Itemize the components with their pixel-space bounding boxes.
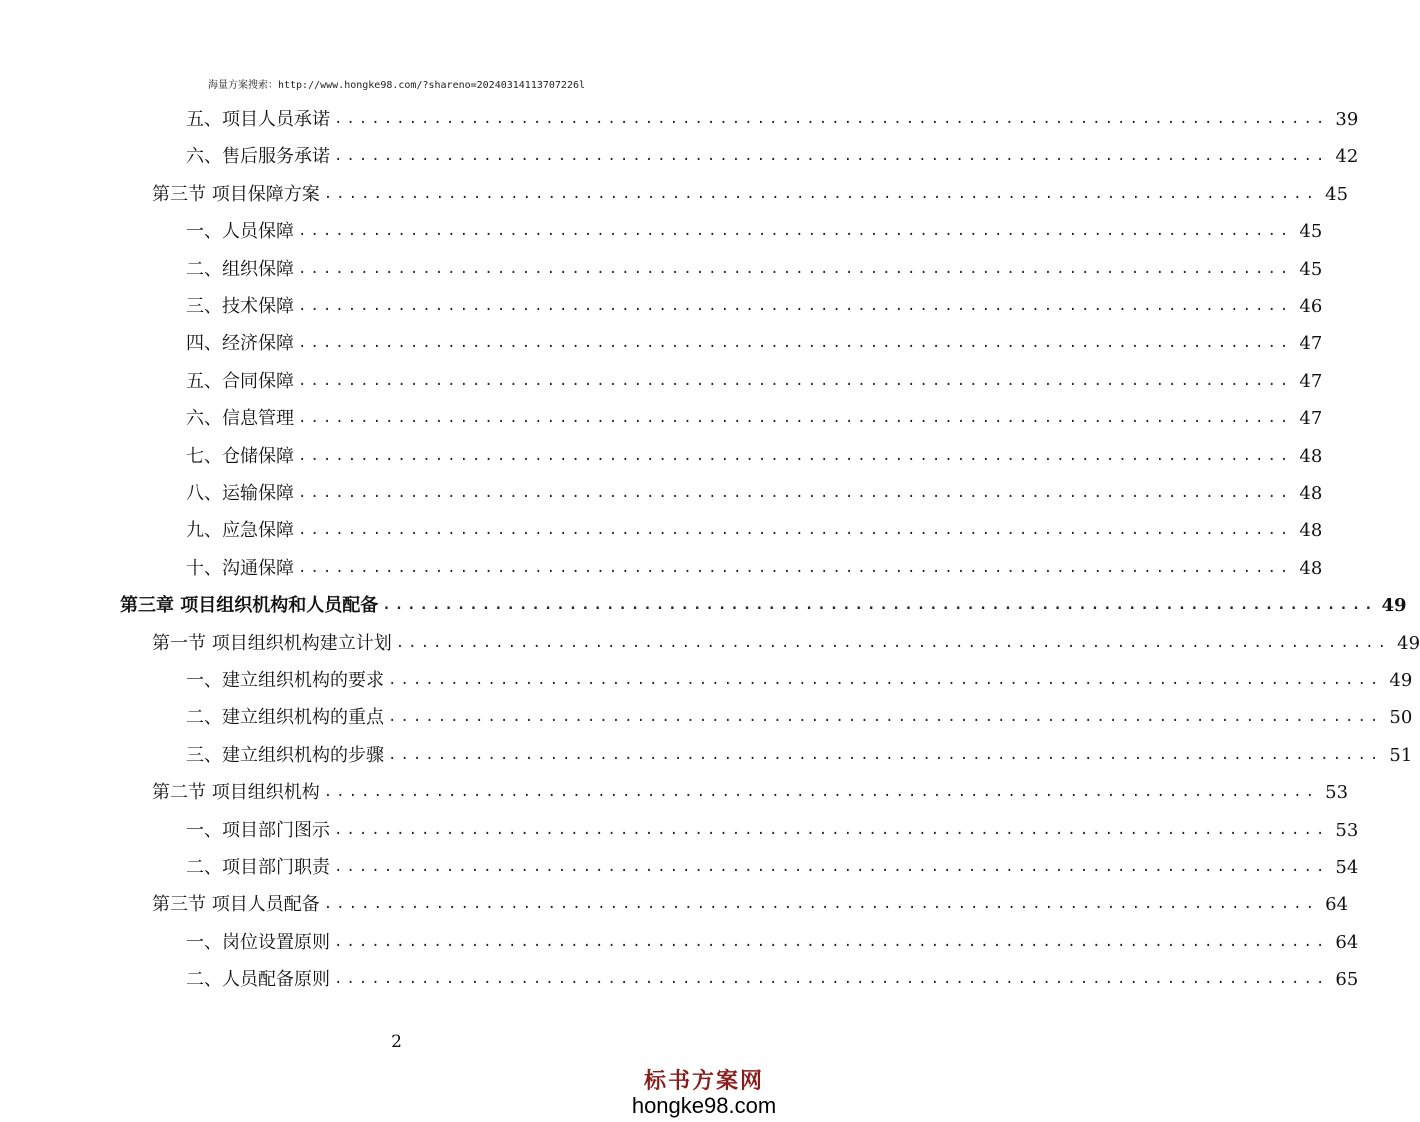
toc-entry-section[interactable] bbox=[152, 625, 1420, 662]
toc-dot-leader: ................................................................................ bbox=[298, 410, 1293, 427]
toc-entry-item[interactable] bbox=[186, 512, 1323, 549]
toc-entry-page: 54 bbox=[1335, 857, 1359, 878]
toc-entry-page: 45 bbox=[1299, 258, 1323, 280]
toc-entry-title: 七、仓储保障 bbox=[186, 445, 294, 467]
toc-entry-title: 一、建立组织机构的要求 bbox=[186, 670, 384, 691]
toc-dot-leader: ................................................................................ bbox=[298, 447, 1293, 464]
toc-entry-page: 53 bbox=[1335, 819, 1359, 841]
toc-entry-section[interactable] bbox=[152, 774, 1349, 811]
toc-entry-title: 六、售后服务承诺 bbox=[186, 146, 330, 168]
toc-entry-chapter[interactable] bbox=[120, 587, 1407, 624]
toc-entry-item[interactable] bbox=[186, 438, 1323, 475]
toc-entry-page: 53 bbox=[1325, 782, 1349, 804]
toc-dot-leader: ................................................................................ bbox=[298, 298, 1293, 314]
toc-entry-item[interactable] bbox=[186, 400, 1323, 437]
toc-entry-page: 47 bbox=[1299, 408, 1323, 430]
toc-entry-section[interactable] bbox=[152, 176, 1349, 213]
toc-entry-title: 第三节 项目保障方案 bbox=[152, 183, 320, 205]
toc-entry-item[interactable] bbox=[186, 475, 1323, 512]
toc-entry-title: 五、项目人员承诺 bbox=[186, 109, 330, 130]
toc-entry-page: 39 bbox=[1335, 109, 1359, 130]
toc-entry-title: 二、项目部门职责 bbox=[186, 857, 330, 878]
page-number: 2 bbox=[391, 1032, 402, 1052]
toc-entry-page: 47 bbox=[1299, 333, 1323, 355]
toc-entry-item[interactable] bbox=[186, 662, 1413, 699]
toc-entry-page: 42 bbox=[1335, 146, 1359, 168]
toc-entry-title: 十、沟通保障 bbox=[186, 557, 294, 579]
toc-entry-title: 五、合同保障 bbox=[186, 370, 294, 392]
toc-dot-leader: ................................................................................ bbox=[334, 821, 1329, 838]
toc-dot-leader: ................................................................................ bbox=[298, 485, 1293, 501]
toc-entry-item[interactable] bbox=[186, 251, 1323, 288]
toc-entry-title: 第二节 项目组织机构 bbox=[152, 782, 320, 804]
toc-entry-item[interactable] bbox=[186, 325, 1323, 362]
toc-dot-leader: ................................................................................ bbox=[334, 859, 1329, 875]
toc-dot-leader: ................................................................................ bbox=[334, 111, 1329, 127]
toc-entry-item[interactable] bbox=[186, 699, 1413, 736]
toc-entry-page: 51 bbox=[1389, 744, 1413, 766]
toc-entry-item[interactable] bbox=[186, 849, 1359, 886]
toc-dot-leader: ................................................................................ bbox=[298, 223, 1293, 240]
toc-entry-page: 64 bbox=[1325, 894, 1349, 916]
toc-entry-page: 45 bbox=[1299, 221, 1323, 243]
toc-entry-title: 二、人员配备原则 bbox=[186, 969, 330, 991]
toc-entry-item[interactable] bbox=[186, 812, 1359, 849]
toc-entry-page: 50 bbox=[1389, 707, 1413, 729]
watermark-site-name: 标书方案网 bbox=[643, 1068, 764, 1094]
toc-entry-title: 第三章 项目组织机构和人员配备 bbox=[120, 595, 379, 617]
site-watermark-logo bbox=[629, 1068, 779, 1118]
toc-entry-title: 八、运输保障 bbox=[186, 483, 294, 504]
toc-entry-item[interactable] bbox=[186, 737, 1413, 774]
toc-entry-title: 四、经济保障 bbox=[186, 333, 294, 355]
toc-entry-page: 45 bbox=[1325, 183, 1349, 205]
toc-entry-page: 47 bbox=[1299, 370, 1323, 392]
toc-dot-leader: ................................................................................ bbox=[395, 634, 1391, 651]
toc-dot-leader: ................................................................................ bbox=[298, 335, 1293, 352]
toc-entry-item[interactable] bbox=[186, 138, 1359, 175]
toc-entry-title: 二、建立组织机构的重点 bbox=[186, 707, 384, 729]
toc-dot-leader: ................................................................................ bbox=[334, 971, 1329, 988]
toc-entry-page: 65 bbox=[1335, 969, 1359, 991]
toc-dot-leader: ................................................................................ bbox=[323, 896, 1319, 913]
toc-dot-leader: ................................................................................ bbox=[298, 559, 1293, 576]
toc-entry-page: 48 bbox=[1299, 445, 1323, 467]
toc-entry-item[interactable] bbox=[186, 363, 1323, 400]
toc-entry-title: 六、信息管理 bbox=[186, 408, 294, 430]
toc-entry-item[interactable] bbox=[186, 550, 1323, 587]
toc-entry-page: 48 bbox=[1299, 520, 1323, 542]
toc-entry-page: 49 bbox=[1397, 632, 1420, 654]
toc-dot-leader: ................................................................................ bbox=[323, 185, 1319, 202]
header-source-note: 海量方案搜索：http://www.hongke98.com/?shareno=20240314113707226l bbox=[207, 80, 586, 91]
toc-dot-leader: ................................................................................ bbox=[388, 746, 1383, 763]
toc-dot-leader: ................................................................................ bbox=[298, 260, 1293, 277]
toc-dot-leader: ................................................................................ bbox=[382, 597, 1377, 614]
toc-dot-leader: ................................................................................ bbox=[388, 709, 1383, 726]
toc-entry-page: 48 bbox=[1299, 483, 1323, 504]
toc-entry-title: 第一节 项目组织机构建立计划 bbox=[152, 632, 392, 654]
toc-entry-title: 一、人员保障 bbox=[186, 221, 294, 243]
watermark-site-url: hongke98.com bbox=[631, 1093, 777, 1118]
toc-dot-leader: ................................................................................ bbox=[388, 672, 1383, 688]
toc-entry-page: 49 bbox=[1389, 670, 1413, 691]
toc-entry-page: 48 bbox=[1299, 557, 1323, 579]
toc-dot-leader: ................................................................................ bbox=[298, 522, 1293, 539]
toc-entry-title: 三、建立组织机构的步骤 bbox=[186, 744, 384, 766]
toc-dot-leader: ................................................................................ bbox=[323, 784, 1319, 801]
toc-entry-item[interactable] bbox=[186, 213, 1323, 250]
toc-entry-title: 一、项目部门图示 bbox=[186, 819, 330, 841]
toc-entry-item[interactable] bbox=[186, 101, 1359, 138]
toc-dot-leader: ................................................................................ bbox=[334, 933, 1329, 950]
toc-entry-title: 三、技术保障 bbox=[186, 296, 294, 317]
toc-entry-item[interactable] bbox=[186, 924, 1359, 961]
toc-dot-leader: ................................................................................ bbox=[334, 148, 1329, 165]
toc-entry-title: 第三节 项目人员配备 bbox=[152, 894, 320, 916]
toc-entry-title: 二、组织保障 bbox=[186, 258, 294, 280]
toc-entry-title: 一、岗位设置原则 bbox=[186, 931, 330, 953]
toc-entry-page: 64 bbox=[1335, 931, 1359, 953]
toc-dot-leader: ................................................................................ bbox=[298, 372, 1293, 389]
toc-entry-title: 九、应急保障 bbox=[186, 520, 294, 542]
toc-entry-page: 46 bbox=[1299, 296, 1323, 317]
toc-entry-section[interactable] bbox=[152, 886, 1349, 923]
toc-entry-item[interactable] bbox=[186, 288, 1323, 325]
toc-entry-item[interactable] bbox=[186, 961, 1359, 998]
toc-entry-page: 49 bbox=[1381, 595, 1407, 617]
